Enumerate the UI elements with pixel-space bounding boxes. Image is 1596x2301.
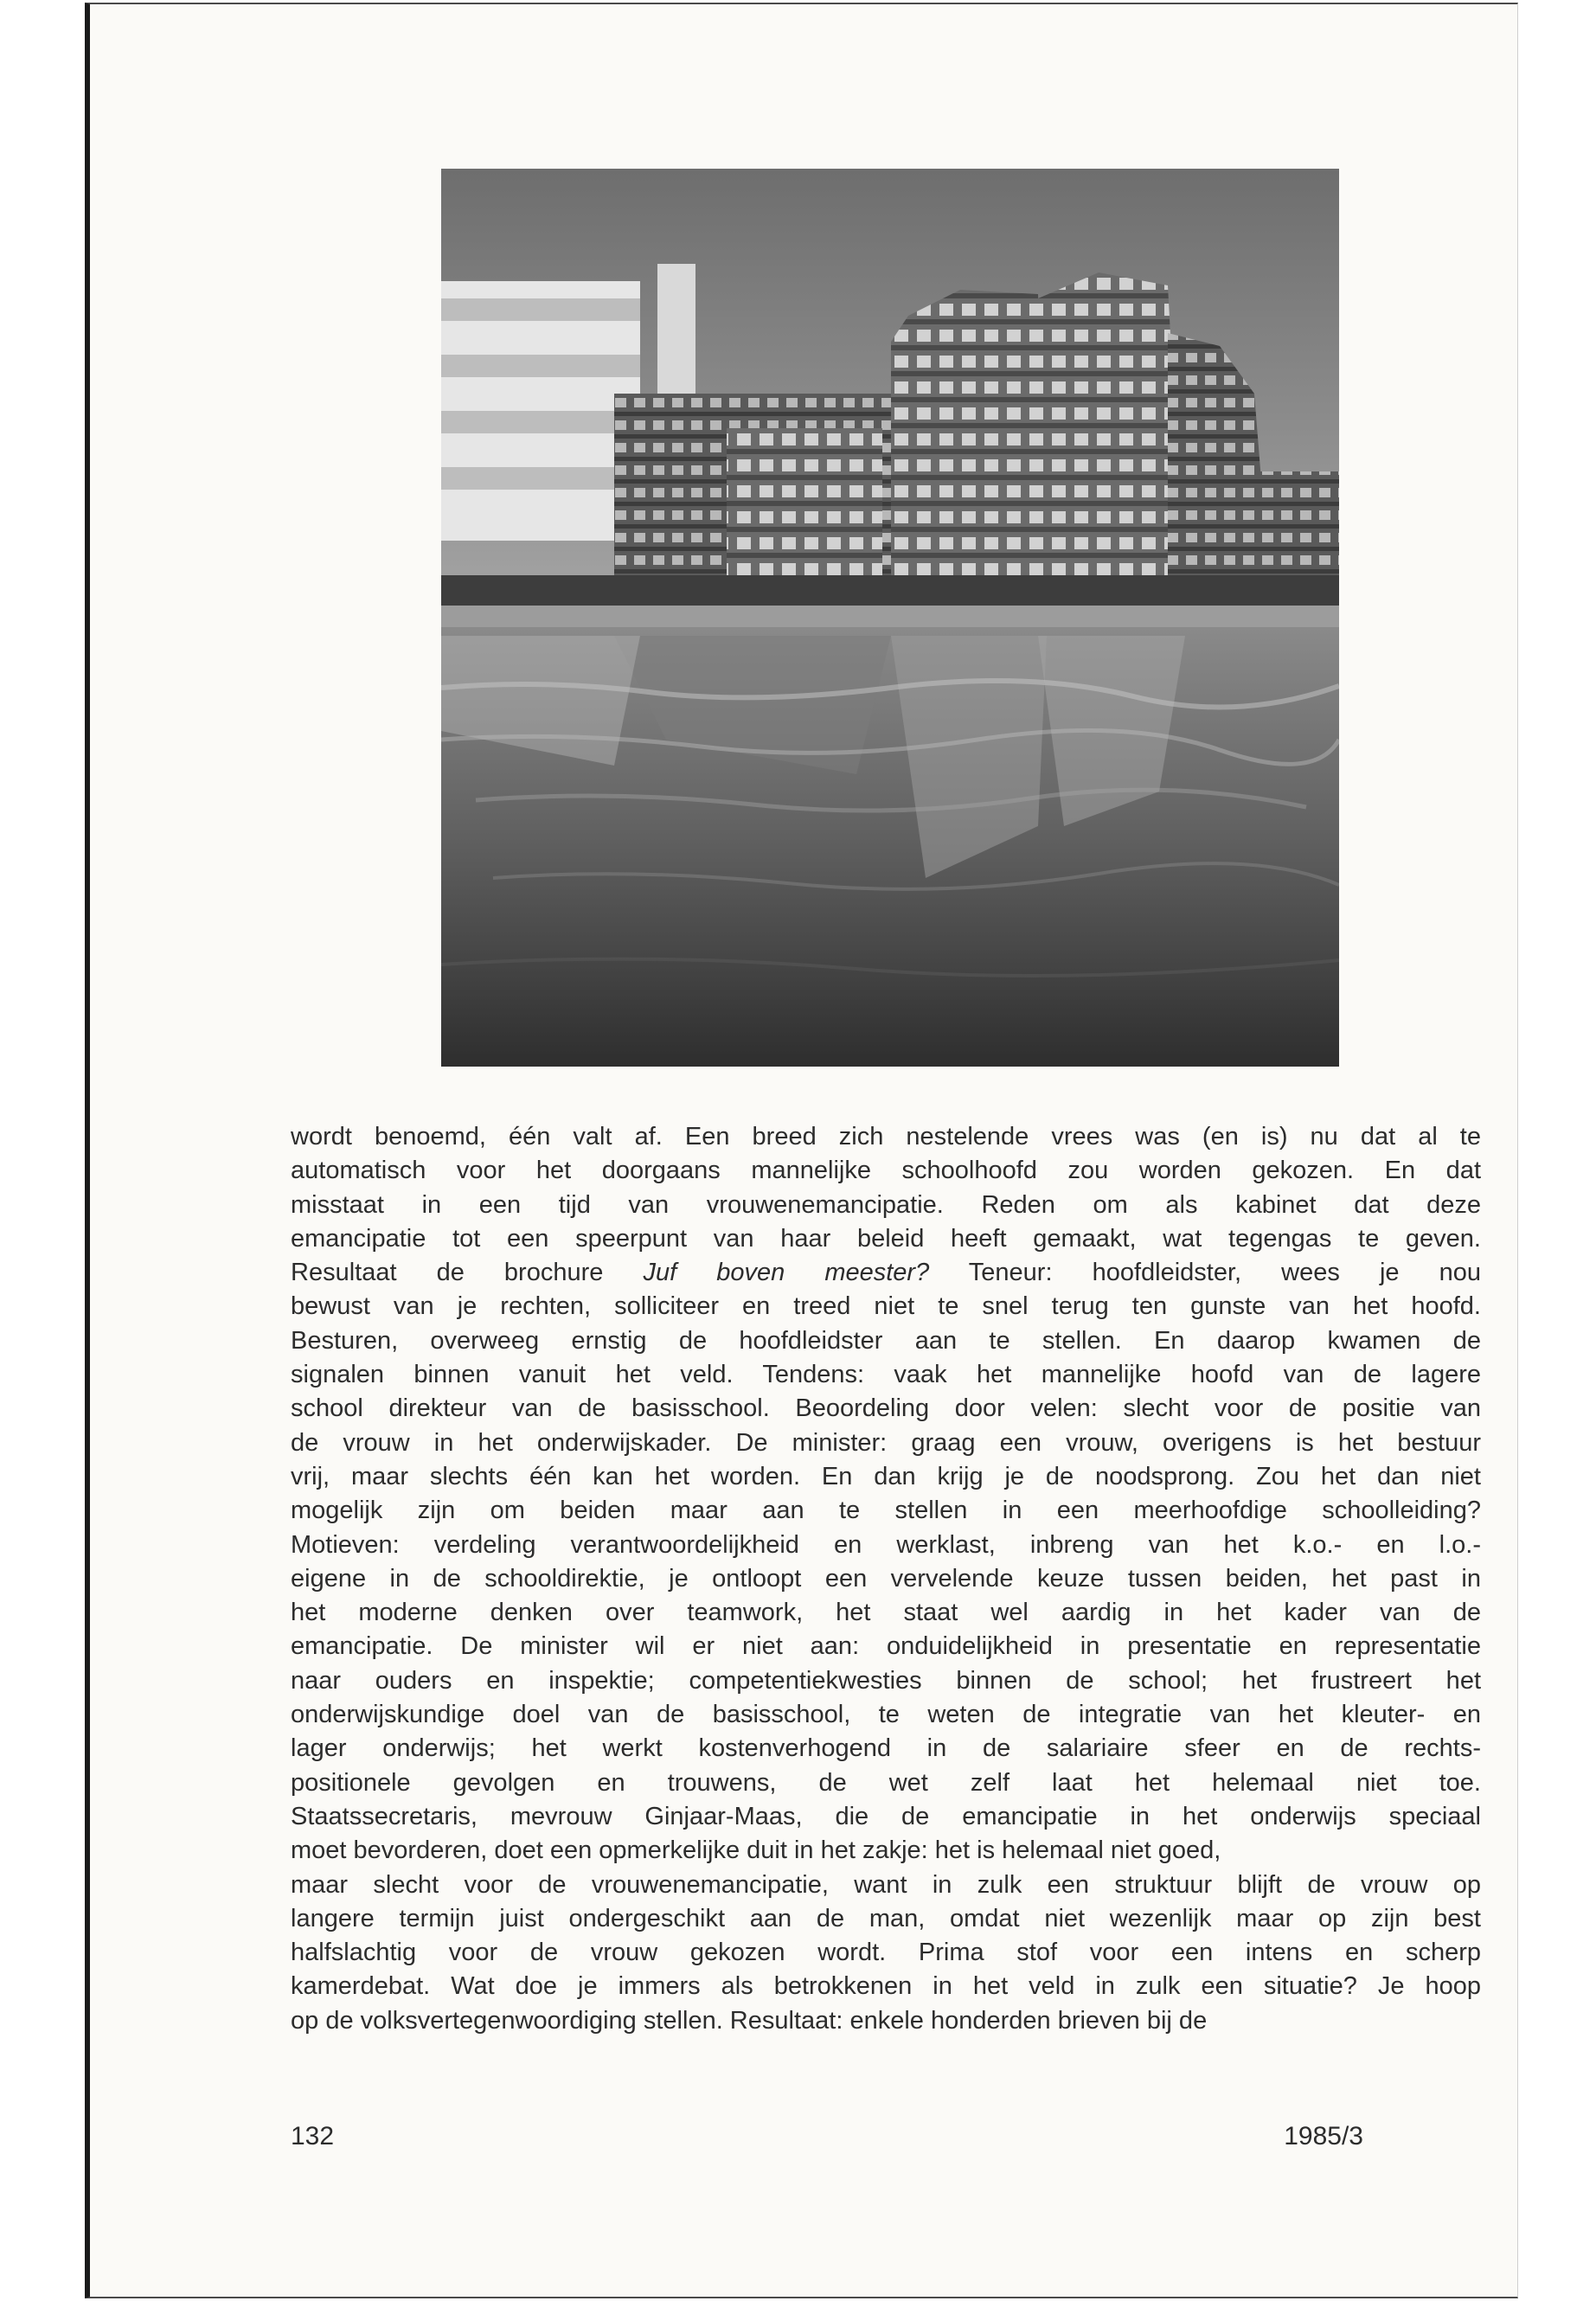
text-line: langere termijn juist ondergeschikt aan de man, omdat niet wezenlijk maar op zijn best xyxy=(291,1904,1481,1932)
issue-number: 1985/3 xyxy=(1284,2122,1363,2150)
text-line: moet bevorderen, doet een opmerkelijke duit in het zakje: het is helemaal niet goed, xyxy=(291,1836,1221,1865)
text-line: vrij, maar slechts één kan het worden. En dan krijg je de noodsprong. Zou het dan niet xyxy=(291,1462,1481,1490)
text-line: maar slecht voor de vrouwenemancipatie, want in zulk een struktuur blijft de vrouw op xyxy=(291,1870,1481,1899)
text-line: de vrouw in het onderwijskader. De minister: graag een vrouw, overigens is het bestuur xyxy=(291,1428,1481,1457)
text-line: Besturen, overweeg ernstig de hoofdleidster aan te stellen. En daarop kwamen de xyxy=(291,1326,1481,1355)
text-line: misstaat in een tijd van vrouwenemancipatie. Reden om als kabinet dat deze xyxy=(291,1190,1481,1219)
text-line: positionele gevolgen en trouwens, de wet zelf laat het helemaal niet toe. xyxy=(291,1768,1481,1797)
text-line: school direkteur van de basisschool. Beoordeling door velen: slecht voor de positie van xyxy=(291,1394,1481,1423)
text-line: Staatssecretaris, mevrouw Ginjaar-Maas, die de emancipatie in het onderwijs speciaal xyxy=(291,1802,1481,1830)
text-line: kamerdebat. Wat doe je immers als betrokkenen in het veld in zulk een situatie? Je hoop xyxy=(291,1972,1481,2001)
text-segment: Teneur: hoofdleidster, wees je nou xyxy=(929,1259,1481,1287)
text-line: mogelijk zijn om beiden maar aan te stellen in een meerhoofdige schoolleiding? xyxy=(291,1497,1481,1525)
text-line: emancipatie. De minister wil er niet aan: onduidelijkheid in presentatie en representatie xyxy=(291,1632,1481,1661)
text-line: het moderne denken over teamwork, het staat wel aardig in het kader van de xyxy=(291,1599,1481,1627)
text-line: eigene in de schooldirektie, je ontloopt een vervelende keuze tussen beiden, het past in xyxy=(291,1564,1481,1593)
text-line: automatisch voor het doorgaans mannelijke schoolhoofd zou worden gekozen. En dat xyxy=(291,1157,1481,1185)
page-number: 132 xyxy=(291,2122,335,2150)
text-line: wordt benoemd, één valt af. Een breed zich nestelende vrees was (en is) nu dat al te xyxy=(291,1123,1481,1150)
text-line: lager onderwijs; het werkt kostenverhogend in de salariaire sfeer en de rechts- xyxy=(291,1734,1481,1763)
text-line xyxy=(291,1256,1481,1290)
building-photo-drawing xyxy=(441,169,1339,1067)
text-line: signalen binnen vanuit het veld. Tendens: vaak het mannelijke hoofd van de lagere xyxy=(291,1361,1481,1389)
text-line: halfslachtig voor de vrouw gekozen wordt. Prima stof voor een intens en scherp xyxy=(291,1939,1481,1967)
text-line: naar ouders en inspektie; competentiekwesties binnen de school; het frustreert het xyxy=(291,1666,1481,1695)
building-photo xyxy=(441,169,1339,1067)
text-segment: Resultaat de brochure xyxy=(291,1259,644,1287)
text-line: op de volksvertegenwoordiging stellen. Resultaat: enkele honderden brieven bij de xyxy=(291,2006,1208,2035)
text-line: emancipatie tot een speerpunt van haar beleid heeft gemaakt, wat tegengas te geven. xyxy=(291,1224,1481,1253)
brochure-title: Juf boven meester? xyxy=(643,1259,930,1287)
article-body xyxy=(291,1120,1481,2038)
text-line: bewust van je rechten, solliciteer en treed niet te snel terug ten gunste van het hoofd. xyxy=(291,1292,1481,1321)
text-line: onderwijskundige doel van de basisschool, te weten de integratie van het kleuter- en xyxy=(291,1701,1481,1729)
text-line: Motieven: verdeling verantwoordelijkheid en werklast, inbreng van het k.o.- en l.o.- xyxy=(291,1530,1481,1559)
page-sheet xyxy=(85,3,1518,2298)
